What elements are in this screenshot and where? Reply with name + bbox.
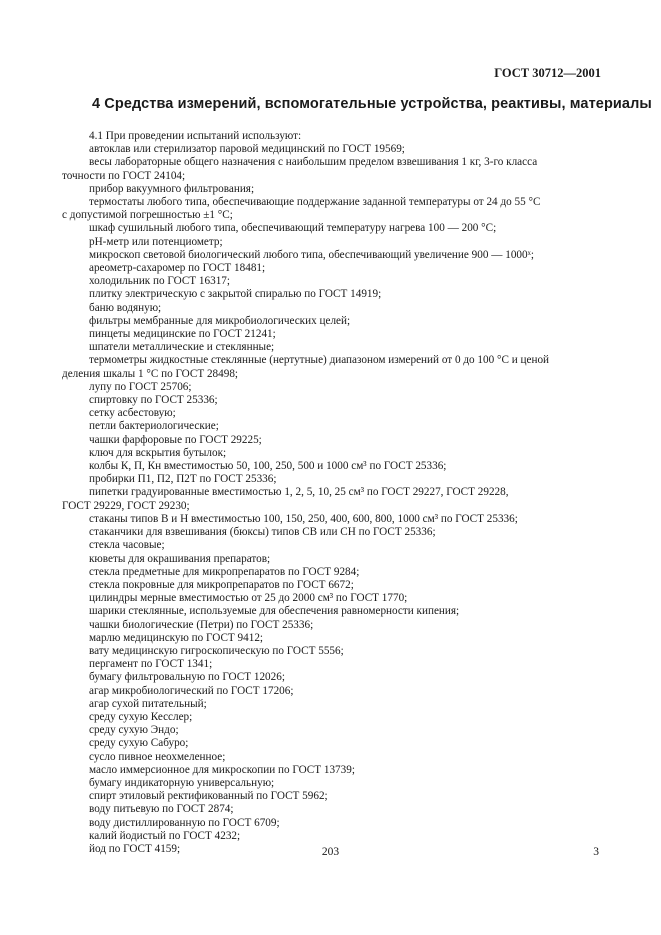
list-item: вату медицинскую гигроскопическую по ГОСТ 5556;: [89, 644, 344, 657]
list-item: среду сухую Эндо;: [89, 724, 179, 737]
list-item: среду сухую Кесслер;: [89, 710, 193, 723]
list-item: йод по ГОСТ 4159;: [89, 842, 181, 855]
list-item: шпатели металлические и стеклянные;: [89, 341, 275, 354]
list-item: сетку асбестовую;: [89, 407, 176, 420]
sheet-number: 3: [593, 846, 599, 858]
list-item: прибор вакуумного фильтрования;: [89, 182, 255, 195]
list-item: пинцеты медицинские по ГОСТ 21241;: [89, 328, 276, 341]
list-item: баню водяную;: [89, 301, 162, 314]
list-item-continuation: точности по ГОСТ 24104;: [62, 169, 186, 182]
list-item: фильтры мембранные для микробиологических целей;: [89, 314, 351, 327]
section-body: [62, 130, 608, 856]
list-item: среду сухую Сабуро;: [89, 737, 189, 750]
list-item: агар микробиологический по ГОСТ 17206;: [89, 684, 294, 697]
section-title: 4 Средства измерений, вспомогательные устройства, реактивы, материалы: [92, 96, 652, 112]
list-item-continuation: ГОСТ 29229, ГОСТ 29230;: [62, 499, 190, 512]
list-item: калий йодистый по ГОСТ 4232;: [89, 829, 241, 842]
paragraph-intro: 4.1 При проведении испытаний используют:: [89, 130, 302, 142]
list-item: шарики стеклянные, используемые для обеспечения равномерности кипения;: [89, 605, 460, 618]
list-item: воду дистиллированную по ГОСТ 6709;: [89, 816, 280, 829]
document-code: ГОСТ 30712—2001: [494, 66, 601, 80]
list-item: весы лабораторные общего назначения с наибольшим пределом взвешивания 1 кг, 3-го класса: [89, 156, 538, 169]
list-item: колбы К, П, Кн вместимостью 50, 100, 250, 500 и 1000 см³ по ГОСТ 25336;: [89, 460, 447, 473]
list-item: сусло пивное неохмеленное;: [89, 750, 226, 763]
list-item: ключ для вскрытия бутылок;: [89, 446, 227, 459]
list-item: шкаф сушильный любого типа, обеспечивающий температуру нагрева 100 — 200 °С;: [89, 222, 497, 235]
list-item: стаканчики для взвешивания (бюксы) типов СВ или СН по ГОСТ 25336;: [89, 526, 436, 539]
list-item: стекла часовые;: [89, 539, 165, 552]
list-item: чашки фарфоровые по ГОСТ 29225;: [89, 433, 262, 446]
list-item: пергамент по ГОСТ 1341;: [89, 658, 213, 671]
list-item: пипетки градуированные вместимостью 1, 2, 5, 10, 25 см³ по ГОСТ 29227, ГОСТ 29228,: [89, 486, 509, 499]
list-item: воду питьевую по ГОСТ 2874;: [89, 803, 234, 816]
list-item: спирт этиловый ректификованный по ГОСТ 5962;: [89, 790, 328, 803]
list-item: чашки биологические (Петри) по ГОСТ 25336;: [89, 618, 314, 631]
list-item: лупу по ГОСТ 25706;: [89, 380, 192, 393]
list-item: ареометр-сахаромер по ГОСТ 18481;: [89, 262, 266, 275]
page-number: 203: [321, 846, 340, 858]
list-item: холодильник по ГОСТ 16317;: [89, 275, 230, 288]
list-item: спиртовку по ГОСТ 25336;: [89, 394, 218, 407]
list-item: микроскоп световой биологический любого типа, обеспечивающий увеличение 900 — 1000ˣ;: [89, 248, 534, 261]
list-item: марлю медицинскую по ГОСТ 9412;: [89, 631, 264, 644]
list-item: стаканы типов В и Н вместимостью 100, 150, 250, 400, 600, 800, 1000 см³ по ГОСТ 25336;: [89, 512, 518, 525]
list-item: бумагу индикаторную универсальную;: [89, 776, 275, 789]
list-item: агар сухой питательный;: [89, 697, 207, 710]
list-item: автоклав или стерилизатор паровой медицинский по ГОСТ 19569;: [89, 143, 405, 156]
list-item: петли бактериологические;: [89, 420, 219, 433]
list-item: плитку электрическую с закрытой спиралью по ГОСТ 14919;: [89, 288, 382, 301]
list-item: бумагу фильтровальную по ГОСТ 12026;: [89, 671, 285, 684]
list-item: масло иммерсионное для микроскопии по ГОСТ 13739;: [89, 763, 355, 776]
list-item: пробирки П1, П2, П2Т по ГОСТ 25336;: [89, 473, 277, 486]
list-item: термометры жидкостные стеклянные (нертутные) диапазоном измерений от 0 до 100 °С и ценой: [89, 354, 550, 367]
list-item: термостаты любого типа, обеспечивающие поддержание заданной температуры от 24 до 55 °С: [89, 196, 541, 209]
list-item: кюветы для окрашивания препаратов;: [89, 552, 271, 565]
list-item: цилиндры мерные вместимостью от 25 до 2000 см³ по ГОСТ 1770;: [89, 592, 408, 605]
list-item: стекла предметные для микропрепаратов по ГОСТ 9284;: [89, 565, 360, 578]
list-item: стекла покровные для микропрепаратов по ГОСТ 6672;: [89, 578, 354, 591]
list-item-continuation: с допустимой погрешностью ±1 °С;: [62, 209, 233, 222]
list-item-continuation: деления шкалы 1 °С по ГОСТ 28498;: [62, 367, 239, 380]
list-item: pH-метр или потенциометр;: [89, 235, 223, 248]
